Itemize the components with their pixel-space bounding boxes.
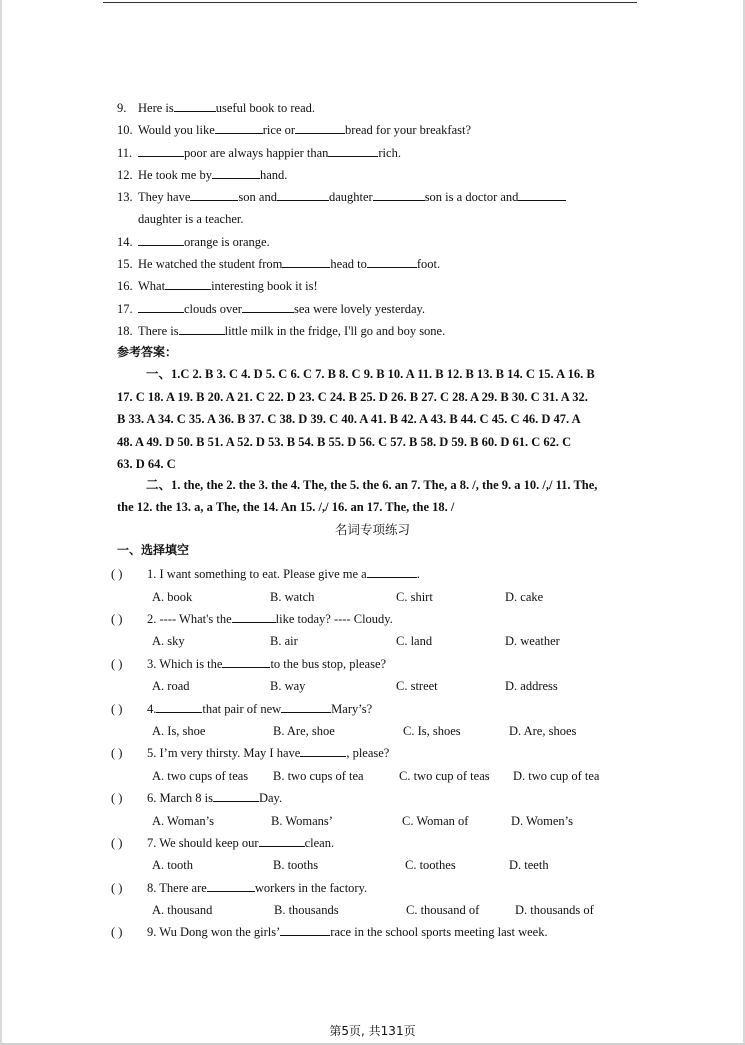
answer-blank <box>207 880 255 892</box>
answer-blank <box>138 301 184 313</box>
answer-blank <box>138 234 184 246</box>
item-text: They have <box>138 190 191 204</box>
option-d: D. two cup of tea <box>513 769 600 783</box>
item-text: son is a doctor and <box>424 190 519 204</box>
option-a: A. two cups of teas <box>152 769 249 783</box>
question-text: Day. <box>258 791 283 805</box>
option-d: D. cake <box>505 590 544 604</box>
item-text: daughter <box>328 190 373 204</box>
answer-paren: ( ) <box>111 567 123 581</box>
answers-heading: 参考答案： <box>117 345 178 359</box>
question-text: clean. <box>304 836 335 850</box>
option-b: B. way <box>270 679 306 693</box>
answer-blank <box>373 189 425 201</box>
answer-blank <box>259 835 305 847</box>
option-a: A. sky <box>152 634 185 648</box>
question-text: 2. ---- What's the <box>147 612 232 626</box>
option-d: D. thousands of <box>515 903 594 917</box>
answer-blank <box>156 701 202 713</box>
fill-item <box>117 234 270 250</box>
option-c: C. Woman of <box>402 814 469 828</box>
item-text: clouds over <box>184 302 242 316</box>
question-text: to the bus stop, please? <box>270 657 387 671</box>
item-number: 9. <box>117 101 127 115</box>
answer-blank <box>300 745 346 757</box>
choice-item <box>111 880 367 896</box>
answer-blank <box>295 122 345 134</box>
answer-paren: ( ) <box>111 925 123 939</box>
choice-item <box>111 790 282 806</box>
section-heading: 一、选择填空 <box>117 543 190 557</box>
question-text: 3. Which is the <box>147 657 223 671</box>
question-text: 8. There are <box>147 881 207 895</box>
item-number: 17. <box>117 302 133 316</box>
header-rule <box>103 2 637 3</box>
answer-blank <box>242 301 294 313</box>
option-b: B. thousands <box>274 903 339 917</box>
option-d: D. teeth <box>509 858 549 872</box>
option-c: C. Is, shoes <box>403 724 461 738</box>
answers-line: B 33. A 34. C 35. A 36. B 37. C 38. D 39. C 40. A 41. B 42. A 43. B 44. C 45. C 46. D 47. A <box>117 412 581 426</box>
item-text: little milk in the fridge, I'll go and boy sone. <box>224 324 446 338</box>
fill-item <box>117 167 287 183</box>
item-text: He took me by <box>138 168 212 182</box>
answers-line: 48. A 49. D 50. B 51. A 52. D 53. B 54. B 55. D 56. C 57. B 58. D 59. B 60. D 61. C 62. C <box>117 435 572 449</box>
answer-paren: ( ) <box>111 612 123 626</box>
fill-item <box>117 145 401 161</box>
item-text: Here is <box>138 101 174 115</box>
section-title: 名词专项练习 <box>334 522 410 537</box>
choice-item <box>111 701 372 717</box>
option-c: C. shirt <box>396 590 433 604</box>
fill-item <box>117 301 425 317</box>
answer-paren: ( ) <box>111 791 123 805</box>
item-number: 16. <box>117 279 133 293</box>
choice-item <box>111 745 389 761</box>
item-number: 18. <box>117 324 133 338</box>
answer-blank <box>138 145 184 157</box>
fill-item <box>117 100 315 116</box>
answers-line: the 12. the 13. a, a The, the 14. An 15. /,/ 16. an 17. The, the 18. / <box>117 500 455 514</box>
fill-item <box>117 189 566 205</box>
option-a: A. Woman’s <box>152 814 214 828</box>
answer-paren: ( ) <box>111 836 123 850</box>
question-text: 7. We should keep our <box>147 836 259 850</box>
choice-item <box>111 656 386 672</box>
question-text: workers in the factory. <box>254 881 368 895</box>
option-b: B. Womans’ <box>271 814 333 828</box>
question-text: 4. <box>147 702 157 716</box>
option-b: B. Are, shoe <box>273 724 335 738</box>
question-text: , please? <box>346 746 390 760</box>
answer-blank <box>328 145 378 157</box>
answer-blank <box>213 790 259 802</box>
item-text: He watched the student from <box>138 257 283 271</box>
answer-blank <box>174 100 216 112</box>
fill-item <box>117 122 471 138</box>
option-b: B. two cups of tea <box>273 769 364 783</box>
option-a: A. thousand <box>152 903 213 917</box>
answers-line: 二、1. the, the 2. the 3. the 4. The, the 5. the 6. an 7. The, a 8. /, the 9. a 10. /,/ 11. The, <box>146 478 598 492</box>
option-a: A. tooth <box>152 858 193 872</box>
option-d: D. Women’s <box>511 814 573 828</box>
item-text: There is <box>138 324 179 338</box>
answers-line: 63. D 64. C <box>117 457 176 471</box>
fill-item <box>117 256 440 272</box>
answer-paren: ( ) <box>111 746 123 760</box>
answer-paren: ( ) <box>111 657 123 671</box>
item-text: foot. <box>416 257 441 271</box>
option-c: C. land <box>396 634 433 648</box>
answers-line: 17. C 18. A 19. B 20. A 21. C 22. D 23. C 24. B 25. D 26. B 27. C 28. A 29. B 30. C 31. A 32. <box>117 390 588 404</box>
question-text: 9. Wu Dong won the girls’ <box>147 925 281 939</box>
answers-line: 一、1.C 2. B 3. C 4. D 5. C 6. C 7. B 8. C 9. B 10. A 11. B 12. B 13. B 14. C 15. A 16. B <box>146 367 595 381</box>
answer-blank <box>190 189 238 201</box>
page-footer: 第5页, 共131页 <box>329 1024 416 1038</box>
fill-item-continuation: daughter is a teacher. <box>138 212 244 226</box>
question-text: like today? ---- Cloudy. <box>275 612 393 626</box>
choice-item <box>111 835 334 851</box>
option-b: B. air <box>270 634 298 648</box>
option-d: D. weather <box>505 634 560 648</box>
answer-blank <box>165 278 211 290</box>
item-text: orange is orange. <box>184 235 270 249</box>
choice-item <box>111 924 548 940</box>
answer-blank <box>280 924 330 936</box>
option-d: D. address <box>505 679 558 693</box>
item-text: interesting book it is! <box>211 279 318 293</box>
item-text: hand. <box>259 168 288 182</box>
option-c: C. toothes <box>405 858 456 872</box>
option-a: A. road <box>152 679 190 693</box>
item-number: 11. <box>117 146 133 160</box>
fill-item <box>117 323 445 339</box>
answer-blank <box>281 701 331 713</box>
answer-paren: ( ) <box>111 881 123 895</box>
answer-blank <box>179 323 225 335</box>
answer-blank <box>518 189 566 201</box>
item-number: 15. <box>117 257 133 271</box>
answer-blank <box>212 167 260 179</box>
item-number: 10. <box>117 123 133 137</box>
question-text: 6. March 8 is <box>147 791 213 805</box>
question-text: 1. I want something to eat. Please give me a <box>147 567 367 581</box>
item-number: 14. <box>117 235 133 249</box>
item-text: sea were lovely yesterday. <box>293 302 426 316</box>
item-text: rich. <box>378 146 401 160</box>
answer-blank <box>277 189 329 201</box>
question-text: 5. I’m very thirsty. May I have <box>147 746 301 760</box>
fill-item <box>117 278 318 294</box>
option-c: C. two cup of teas <box>399 769 490 783</box>
item-text: useful book to read. <box>215 101 316 115</box>
item-number: 13. <box>117 190 133 204</box>
item-text: poor are always happier than <box>184 146 329 160</box>
answer-blank <box>367 566 417 578</box>
answer-blank <box>215 122 263 134</box>
option-b: B. watch <box>270 590 315 604</box>
question-text: race in the school sports meeting last week. <box>330 925 548 939</box>
item-text: What <box>138 279 166 293</box>
question-text: Mary’s? <box>331 702 373 716</box>
question-text: that pair of new <box>202 702 282 716</box>
item-text: head to <box>330 257 367 271</box>
choice-item <box>111 566 420 582</box>
answer-blank <box>282 256 330 268</box>
option-b: B. tooths <box>273 858 319 872</box>
answer-paren: ( ) <box>111 702 123 716</box>
item-number: 12. <box>117 168 133 182</box>
option-c: C. thousand of <box>406 903 480 917</box>
answer-blank <box>222 656 270 668</box>
item-text: rice or <box>262 123 296 137</box>
item-text: Would you like <box>138 123 215 137</box>
item-text: son and <box>238 190 277 204</box>
option-a: A. Is, shoe <box>152 724 206 738</box>
choice-item <box>111 611 393 627</box>
option-d: D. Are, shoes <box>509 724 577 738</box>
question-text: . <box>416 567 420 581</box>
item-text: bread for your breakfast? <box>345 123 472 137</box>
answer-blank <box>232 611 276 623</box>
option-c: C. street <box>396 679 438 693</box>
answer-blank <box>367 256 417 268</box>
option-a: A. book <box>152 590 193 604</box>
